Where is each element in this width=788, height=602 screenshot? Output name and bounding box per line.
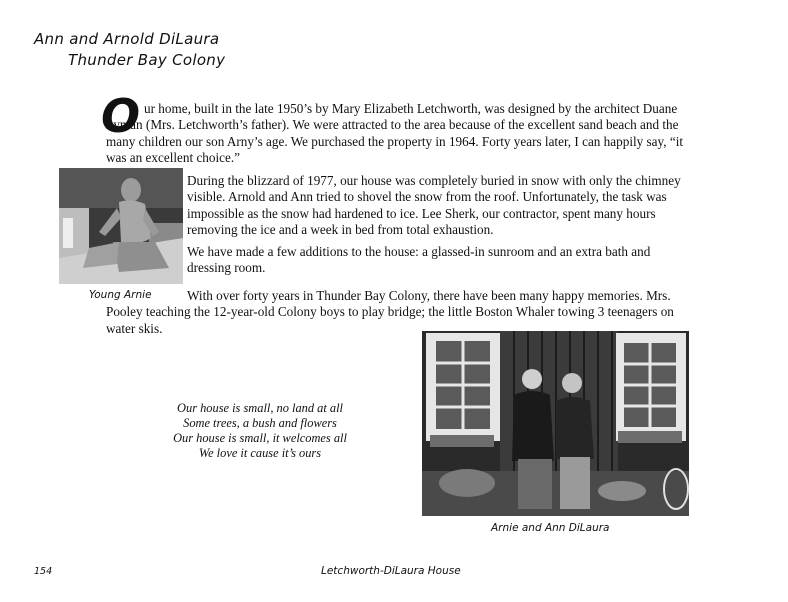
poem-line: Our house is small, it welcomes all bbox=[173, 431, 347, 445]
photo-young-arnie bbox=[59, 168, 183, 284]
caption-arnie-and-ann: Arnie and Ann DiLaura bbox=[491, 522, 610, 534]
page-subtitle-location: Thunder Bay Colony bbox=[68, 51, 226, 69]
poem-line: Our house is small, no land at all bbox=[177, 401, 343, 415]
paragraph-home-history: ur home, built in the late 1950’s by Mary Elizabeth Letchworth, was designed by the architect Duane Lyman (Mrs. Letchworth’s father). We were attracted to the area because of the excellent sand beach and the many children our son Arny’s age. We purchased the property in 1964. Forty years later, I can happily say, “it was an excellent choice.” bbox=[106, 101, 684, 166]
page-title-names: Ann and Arnold DiLaura bbox=[34, 30, 220, 48]
poem-line: Some trees, a bush and flowers bbox=[183, 416, 337, 430]
paragraph-blizzard: During the blizzard of 1977, our house was completely buried in snow with only the chimney visible. Arnold and Ann tried to shovel the snow from the roof. Unfortunately, the task was impossible as the snow had hardened to ice. Lee Sherk, our contractor, spent many hours removing the ice and a week in bed from total exhaustion. bbox=[187, 173, 681, 238]
paragraph-additions: We have made a few additions to the house: a glassed-in sunroom and an extra bath and dressing room. bbox=[187, 244, 651, 276]
caption-young-arnie: Young Arnie bbox=[89, 289, 152, 301]
poem-line: We love it cause it’s ours bbox=[198, 446, 322, 460]
drop-cap: O bbox=[101, 89, 141, 143]
photo-arnie-and-ann bbox=[422, 331, 689, 516]
poem bbox=[160, 401, 360, 461]
paragraph-memories: With over forty years in Thunder Bay Colony, there have been many happy memories. Mrs. Pooley teaching the 12-year-old Colony boys to play bridge; the little Boston Whaler towing 3 teenagers on water skis. bbox=[106, 288, 674, 336]
page-number: 154 bbox=[34, 566, 53, 577]
footer-title: Letchworth-DiLaura House bbox=[321, 565, 461, 577]
